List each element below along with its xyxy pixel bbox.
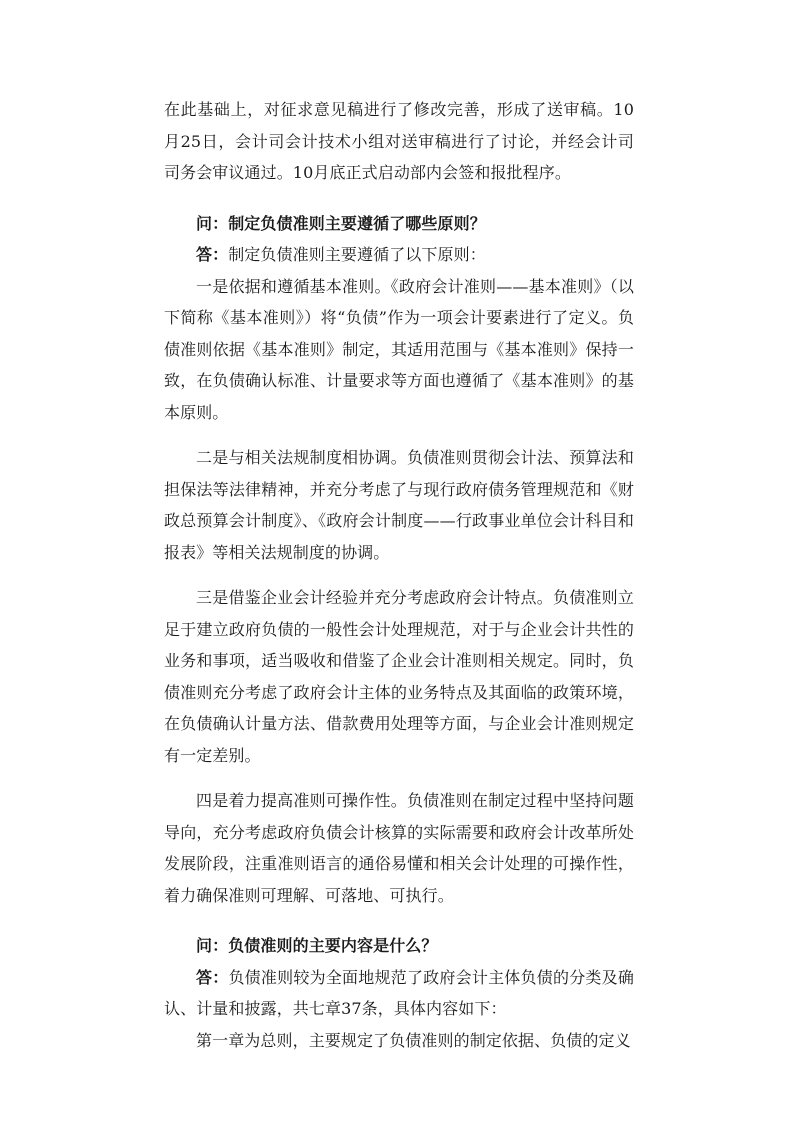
document-page xyxy=(164,94,634,1056)
answer-label: 答： xyxy=(196,245,229,264)
answer-main-content xyxy=(164,962,634,1025)
principle-one: 一是依据和遵循基本准则。《政府会计准则——基本准则》（以下简称《基本准则》）将“负债”作为一项会计要素进行了定义。负债准则依据《基本准则》制定，其适用范围与《基本准则》保持一致，在负债确认标准、计量要求等方面也遵循了《基本准则》的基本原则。 xyxy=(164,276,634,422)
chapter-one-paragraph: 第一章为总则，主要规定了负债准则的制定依据、负债的定义 xyxy=(196,1030,631,1050)
answer-text: 负债准则较为全面地规范了政府会计主体负债的分类及确认、计量和披露，共七章37条，具体内容如下： xyxy=(164,967,634,1018)
answer-text: 制定负债准则主要遵循了以下原则： xyxy=(228,245,486,264)
intro-paragraph: 在此基础上，对征求意见稿进行了修改完善，形成了送审稿。10月25日，会计司会计技术小组对送审稿进行了讨论，并经会计司司务会审议通过。10月底正式启动部内会签和报批程序。 xyxy=(164,100,634,182)
question-main-content: 问：负债准则的主要内容是什么？ xyxy=(196,936,438,955)
answer-principles xyxy=(164,239,634,271)
principle-two: 二是与相关法规制度相协调。负债准则贯彻会计法、预算法和担保法等法律精神，并充分考虑了与现行政府债务管理规范和《财政总预算会计制度》、《政府会计制度——行政事业单位会计科目和报表》等相关法规制度的协调。 xyxy=(164,448,634,562)
principle-four: 四是着力提高准则可操作性。负债准则在制定过程中坚持问题导向，充分考虑政府负债会计核算的实际需要和政府会计改革所处发展阶段，注重准则语言的通俗易懂和相关会计处理的可操作性，着力确保准则可理解、可落地、可执行。 xyxy=(164,791,634,905)
answer-label: 答： xyxy=(196,967,229,987)
principle-three: 三是借鉴企业会计经验并充分考虑政府会计特点。负债准则立足于建立政府负债的一般性会计处理规范，对于与企业会计共性的业务和事项，适当吸收和借鉴了企业会计准则相关规定。同时，负债准则充分考虑了政府会计主体的业务特点及其面临的政策环境，在负债确认计量方法、借款费用处理等方面，与企业会计准则规定有一定差别。 xyxy=(164,588,634,765)
question-principles: 问：制定负债准则主要遵循了哪些原则？ xyxy=(196,213,486,233)
